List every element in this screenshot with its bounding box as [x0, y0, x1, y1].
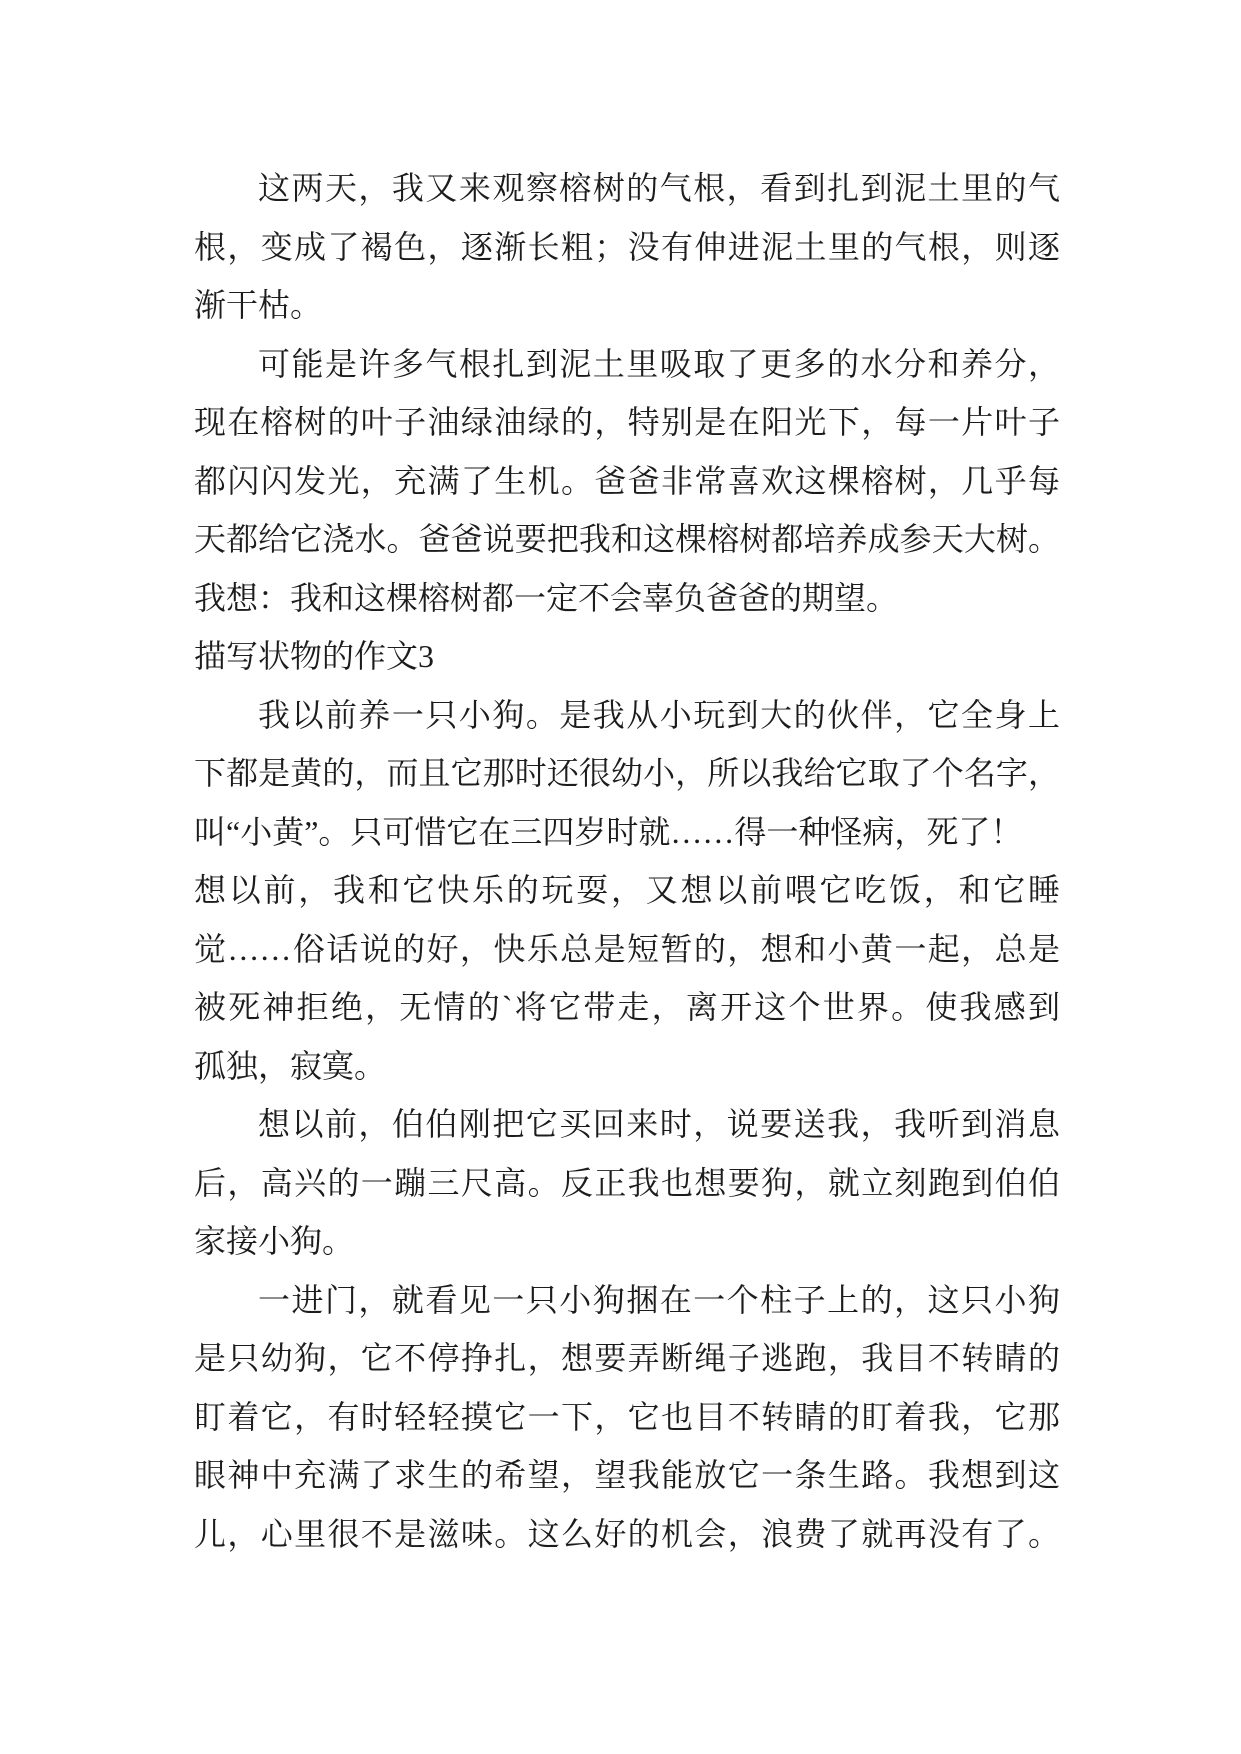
text-line: 渐干枯。 — [194, 287, 323, 323]
text-line: 我想：我和这棵榕树都一定不会辜负爸爸的期望。 — [194, 579, 899, 616]
text-line: 可能是许多气根扎到泥土里吸取了更多的水分和养分， — [258, 345, 1060, 382]
text-line: 下都是黄的，而且它那时还很幼小，所以我给它取了个名字， — [194, 755, 1060, 791]
text-line: 儿，心里很不是滋味。这么好的机会，浪费了就再没有了。 — [194, 1515, 1060, 1552]
text-line: 孤独，寂寞。 — [194, 1047, 387, 1084]
text-line: 这两天，我又来观察榕树的气根，看到扎到泥土里的气 — [258, 170, 1060, 206]
text-line: 我以前养一只小狗。是我从小玩到大的伙伴，它全身上 — [258, 696, 1060, 733]
text-line: 根，变成了褐色，逐渐长粗；没有伸进泥土里的气根，则逐 — [194, 228, 1060, 265]
paragraph — [194, 686, 1060, 862]
text-line: 眼神中充满了求生的希望，望我能放它一条生路。我想到这 — [194, 1457, 1060, 1493]
paragraph — [194, 335, 1060, 628]
text-line: 觉……俗话说的好，快乐总是短暂的，想和小黄一起，总是 — [194, 930, 1060, 967]
document-body — [194, 159, 1060, 1563]
text-line: 天都给它浇水。爸爸说要把我和这棵榕树都培养成参天大树。 — [194, 521, 1060, 557]
text-line: 一进门，就看见一只小狗捆在一个柱子上的，这只小狗 — [258, 1281, 1060, 1318]
text-line: 都闪闪发光，充满了生机。爸爸非常喜欢这棵榕树，几乎每 — [194, 462, 1060, 499]
paragraph — [194, 1095, 1060, 1271]
text-line: 现在榕树的叶子油绿油绿的，特别是在阳光下，每一片叶子 — [194, 404, 1060, 440]
text-line: 被死神拒绝，无情的`将它带走，离开这个世界。使我感到 — [194, 989, 1060, 1025]
text-line: 后，高兴的一蹦三尺高。反正我也想要狗，就立刻跑到伯伯 — [194, 1164, 1060, 1201]
text-line: 想以前，伯伯刚把它买回来时，说要送我，我听到消息 — [258, 1106, 1060, 1142]
section-heading — [194, 627, 1060, 686]
text-line: 是只幼狗，它不停挣扎，想要弄断绳子逃跑，我目不转睛的 — [194, 1340, 1060, 1376]
text-line: 叫“小黄”。只可惜它在三四岁时就……得一种怪病，死了！ — [194, 813, 1023, 850]
paragraph — [194, 861, 1060, 1095]
text-line: 盯着它，有时轻轻摸它一下，它也目不转睛的盯着我，它那 — [194, 1398, 1060, 1435]
section-heading-text: 描写状物的作文3 — [194, 638, 435, 674]
paragraph — [194, 1271, 1060, 1564]
text-line: 家接小狗。 — [194, 1223, 355, 1259]
text-line: 想以前，我和它快乐的玩耍，又想以前喂它吃饭，和它睡 — [194, 872, 1060, 908]
paragraph — [194, 159, 1060, 335]
